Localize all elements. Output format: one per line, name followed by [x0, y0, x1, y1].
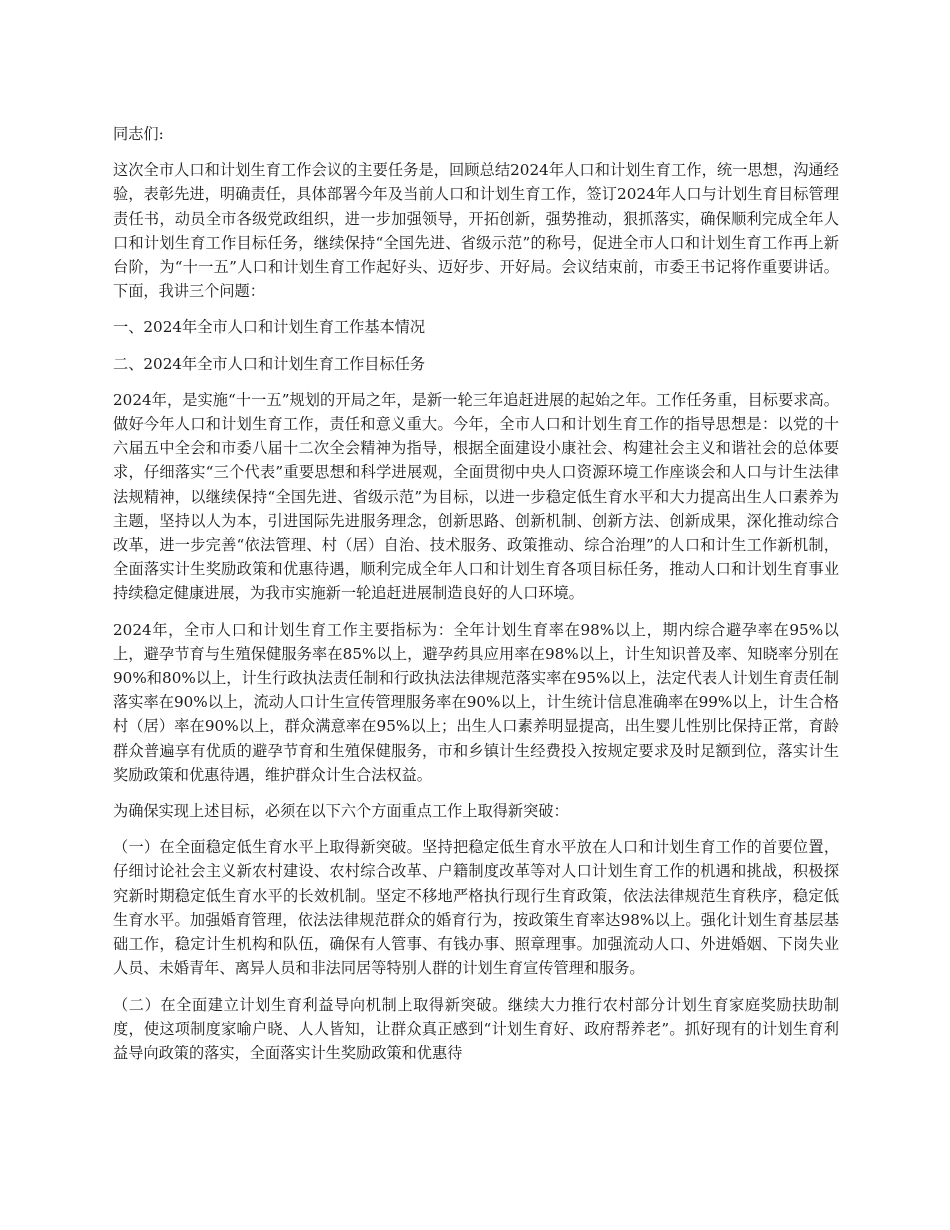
section-heading-1: 一、2024年全市人口和计划生育工作基本情况 [113, 318, 426, 337]
intro-paragraph: 这次全市人口和计划生育工作会议的主要任务是，回顾总结2024年人口和计划生育工作，统一思想，沟通经验，表彰先进，明确责任，具体部署今年及当前人口和计划生育工作，签订2024年人口与计划生育目标管理责任书，动员全市各级党政组织，进一步加强领导，开拓创新，强势推动，狠抓落实，确保顺利完成全年人口和计划生育工作目标任务，继续保持“全国先进、省级示范”的称号，促进全市人口和计划生育工作再上新台阶，为“十一五”人口和计划生育工作起好头、迈好步、开好局。会议结束前，市委王书记将作重要讲话。下面，我讲三个问题： [113, 161, 839, 301]
breakthrough-item-2: （二）在全面建立计划生育利益导向机制上取得新突破。继续大力推行农村部分计划生育家庭奖励扶助制度，使这项制度家喻户晓、人人皆知，让群众真正感到“计划生育好、政府帮养老”。抓好现有的计划生育利益导向政策的落实，全面落实计生奖励政策和优惠待 [113, 995, 839, 1062]
greeting: 同志们: [113, 125, 164, 143]
indicators-paragraph: 2024年，全市人口和计划生育工作主要指标为：全年计划生育率在98%以上，期内综合避孕率在95%以上，避孕节育与生殖保健服务率在85%以上，避孕药具应用率在98%以上，计生知识普及率、知晓率分别在90%和80%以上，计生行政执法责任制和行政执法法律规范落实率在95%以上，法定代表人计划生育责任制落实率在90%以上，流动人口计生宣传管理服务率在90%以上，计生统计信息准确率在99%以上，计生合格村（居）率在90%以上，群众满意率在95%以上；出生人口素养明显提高，出生婴儿性别比保持正常，育龄群众普遍享有优质的避孕节育和生殖保健服务，市和乡镇计生经费投入按规定要求及时足额到位，落实计生奖励政策和优惠待遇，维护群众计生合法权益。 [113, 620, 839, 784]
guiding-thought-paragraph: 2024年，是实施“十一五”规划的开局之年，是新一轮三年追赶进展的起始之年。工作任务重，目标要求高。做好今年人口和计划生育工作，责任和意义重大。今年，全市人口和计划生育工作的指导思想是：以党的十六届五中全会和市委八届十二次全会精神为指导，根据全面建设小康社会、构建社会主义和谐社会的总体要求，仔细落实“三个代表”重要思想和科学进展观，全面贯彻中央人口资源环境工作座谈会和人口与计生法律法规精神，以继续保持“全国先进、省级示范”为目标，以进一步稳定低生育水平和大力提高出生人口素养为主题，坚持以人为本，引进国际先进服务理念，创新思路、创新机制、创新方法、创新成果，深化推动综合改革，进一步完善“依法管理、村（居）自治、技术服务、政策推动、综合治理”的人口和计生工作新机制，全面落实计生奖励政策和优惠待遇，顺利完成全年人口和计划生育各项目标任务，推动人口和计划生育事业持续稳定健康进展，为我市实施新一轮追赶进展制造良好的人口环境。 [113, 390, 839, 603]
document-page [113, 122, 839, 1077]
breakthrough-item-1: （一）在全面稳定低生育水平上取得新突破。坚持把稳定低生育水平放在人口和计划生育工作的首要位置，仔细讨论社会主义新农村建设、农村综合改革、户籍制度改革等对人口计划生育工作的机遇和挑战，积极探究新时期稳定低生育水平的长效机制。坚定不移地严格执行现行生育政策，依法法律规范生育秩序，稳定低生育水平。加强婚育管理，依法法律规范群众的婚育行为，按政策生育率达98%以上。强化计划生育基层基础工作，稳定计生机构和队伍，确保有人管事、有钱办事、照章理事。加强流动人口、外进婚姻、下岗失业人员、未婚青年、离异人员和非法同居等特别人群的计划生育宣传管理和服务。 [113, 838, 839, 978]
breakthrough-intro: 为确保实现上述目标，必须在以下六个方面重点工作上取得新突破： [113, 802, 569, 821]
section-heading-2: 二、2024年全市人口和计划生育工作目标任务 [113, 354, 426, 373]
